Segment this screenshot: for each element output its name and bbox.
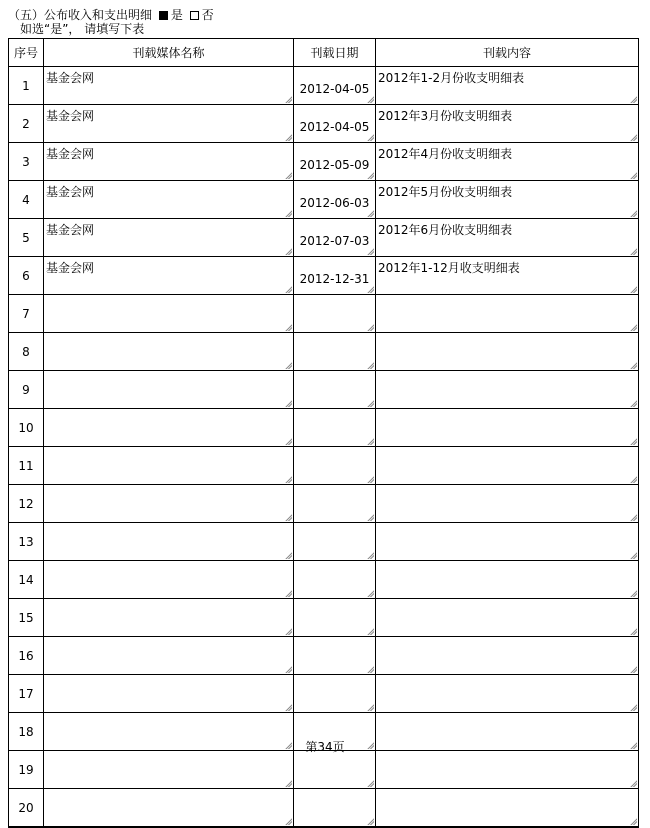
publish-date-field[interactable] xyxy=(294,675,376,713)
media-name-field[interactable] xyxy=(44,751,294,789)
publish-date-field[interactable] xyxy=(294,333,376,371)
table-row xyxy=(9,219,639,257)
resize-grip-icon[interactable] xyxy=(366,437,374,445)
content-field[interactable] xyxy=(376,257,639,295)
resize-grip-icon[interactable] xyxy=(629,247,637,255)
content-field[interactable] xyxy=(376,409,639,447)
publish-date-field[interactable] xyxy=(294,181,376,219)
publish-date-field[interactable] xyxy=(294,295,376,333)
row-number-text: 9 xyxy=(22,382,30,397)
publish-date-field[interactable] xyxy=(294,637,376,675)
col-header-media: 刊载媒体名称 xyxy=(44,39,294,67)
no-checkbox[interactable] xyxy=(190,11,199,20)
resize-grip-icon[interactable] xyxy=(284,437,292,445)
row-number-text: 16 xyxy=(18,648,34,663)
media-name-field-text: 基金会网 xyxy=(46,71,95,85)
page-number: 第34页 xyxy=(305,740,345,754)
content-field[interactable] xyxy=(376,447,639,485)
media-name-field[interactable] xyxy=(44,333,294,371)
media-name-field-text: 基金会网 xyxy=(46,185,95,199)
media-name-field[interactable] xyxy=(44,143,294,181)
yes-label: 是 xyxy=(170,8,183,22)
resize-grip-icon[interactable] xyxy=(629,665,637,673)
publish-date-field-text: 2012-04-05 xyxy=(299,119,370,134)
publish-date-field[interactable] xyxy=(294,523,376,561)
question-text: （五）公布收入和支出明细 xyxy=(8,8,153,22)
row-number xyxy=(9,675,44,713)
row-number-text: 19 xyxy=(18,762,34,777)
section-header xyxy=(8,8,214,36)
media-name-field[interactable] xyxy=(44,295,294,333)
row-number xyxy=(9,105,44,143)
content-field-text: 2012年4月份收支明细表 xyxy=(378,147,513,161)
table-header-row xyxy=(9,39,639,67)
resize-grip-icon[interactable] xyxy=(629,437,637,445)
row-number xyxy=(9,599,44,637)
publish-date-field[interactable] xyxy=(294,751,376,789)
row-number-text: 17 xyxy=(18,686,34,701)
resize-grip-icon[interactable] xyxy=(366,589,374,597)
publish-date-field[interactable] xyxy=(294,485,376,523)
content-field[interactable] xyxy=(376,751,639,789)
resize-grip-icon[interactable] xyxy=(366,171,374,179)
publish-date-field[interactable] xyxy=(294,219,376,257)
table-row xyxy=(9,485,639,523)
resize-grip-icon[interactable] xyxy=(629,209,637,217)
row-number xyxy=(9,789,44,828)
content-field[interactable] xyxy=(376,789,639,828)
resize-grip-icon[interactable] xyxy=(366,817,374,825)
row-number xyxy=(9,257,44,295)
row-number xyxy=(9,333,44,371)
resize-grip-icon[interactable] xyxy=(366,703,374,711)
media-name-field[interactable] xyxy=(44,485,294,523)
col-header-content: 刊载内容 xyxy=(376,39,639,67)
media-name-field[interactable] xyxy=(44,105,294,143)
row-number xyxy=(9,219,44,257)
publish-date-field[interactable] xyxy=(294,105,376,143)
resize-grip-icon[interactable] xyxy=(629,171,637,179)
publish-date-field-text: 2012-05-09 xyxy=(299,157,370,172)
row-number-text: 11 xyxy=(18,458,34,473)
content-field[interactable] xyxy=(376,105,639,143)
media-name-field[interactable] xyxy=(44,561,294,599)
row-number-text: 2 xyxy=(22,116,30,131)
publish-date-field-text: 2012-12-31 xyxy=(299,271,370,286)
table-row xyxy=(9,181,639,219)
resize-grip-icon[interactable] xyxy=(284,133,292,141)
resize-grip-icon[interactable] xyxy=(284,703,292,711)
col-header-no: 序号 xyxy=(9,39,44,67)
content-field-text: 2012年5月份收支明细表 xyxy=(378,185,513,199)
resize-grip-icon[interactable] xyxy=(366,513,374,521)
media-name-field[interactable] xyxy=(44,675,294,713)
table-row xyxy=(9,295,639,333)
publish-date-field-text: 2012-04-05 xyxy=(299,81,370,96)
resize-grip-icon[interactable] xyxy=(284,285,292,293)
resize-grip-icon[interactable] xyxy=(629,399,637,407)
resize-grip-icon[interactable] xyxy=(366,285,374,293)
resize-grip-icon[interactable] xyxy=(284,665,292,673)
publish-date-field[interactable] xyxy=(294,789,376,828)
table-row xyxy=(9,105,639,143)
table-row xyxy=(9,143,639,181)
row-number-text: 14 xyxy=(18,572,34,587)
resize-grip-icon[interactable] xyxy=(284,589,292,597)
media-name-field-text: 基金会网 xyxy=(46,261,95,275)
resize-grip-icon[interactable] xyxy=(284,513,292,521)
table-row xyxy=(9,789,639,828)
resize-grip-icon[interactable] xyxy=(284,95,292,103)
table-row xyxy=(9,561,639,599)
media-name-field[interactable] xyxy=(44,599,294,637)
publish-date-field[interactable] xyxy=(294,599,376,637)
media-name-field[interactable] xyxy=(44,371,294,409)
row-number-text: 6 xyxy=(22,268,30,283)
resize-grip-icon[interactable] xyxy=(366,95,374,103)
publication-table xyxy=(8,38,639,828)
resize-grip-icon[interactable] xyxy=(284,209,292,217)
row-number-text: 18 xyxy=(18,724,34,739)
row-number xyxy=(9,561,44,599)
content-field[interactable] xyxy=(376,675,639,713)
row-number xyxy=(9,371,44,409)
media-name-field-text: 基金会网 xyxy=(46,223,95,237)
resize-grip-icon[interactable] xyxy=(284,323,292,331)
resize-grip-icon[interactable] xyxy=(284,247,292,255)
publish-date-field[interactable] xyxy=(294,447,376,485)
publish-date-field[interactable] xyxy=(294,409,376,447)
content-field[interactable] xyxy=(376,523,639,561)
content-field[interactable] xyxy=(376,181,639,219)
resize-grip-icon[interactable] xyxy=(629,133,637,141)
resize-grip-icon[interactable] xyxy=(629,323,637,331)
table-row xyxy=(9,67,639,105)
row-number xyxy=(9,143,44,181)
publish-date-field[interactable] xyxy=(294,67,376,105)
row-number xyxy=(9,751,44,789)
row-number-text: 10 xyxy=(18,420,34,435)
resize-grip-icon[interactable] xyxy=(366,361,374,369)
table-row xyxy=(9,257,639,295)
resize-grip-icon[interactable] xyxy=(284,551,292,559)
row-number-text: 3 xyxy=(22,154,30,169)
row-number-text: 4 xyxy=(22,192,30,207)
media-name-field[interactable] xyxy=(44,219,294,257)
col-header-date: 刊载日期 xyxy=(294,39,376,67)
row-number-text: 7 xyxy=(22,306,30,321)
media-name-field[interactable] xyxy=(44,67,294,105)
content-field-text: 2012年1-12月收支明细表 xyxy=(378,261,520,275)
publish-date-field[interactable] xyxy=(294,371,376,409)
row-number xyxy=(9,295,44,333)
media-name-field[interactable] xyxy=(44,789,294,828)
resize-grip-icon[interactable] xyxy=(366,247,374,255)
resize-grip-icon[interactable] xyxy=(366,323,374,331)
content-field[interactable] xyxy=(376,371,639,409)
resize-grip-icon[interactable] xyxy=(366,133,374,141)
row-number xyxy=(9,637,44,675)
row-number-text: 15 xyxy=(18,610,34,625)
content-field-text: 2012年3月份收支明细表 xyxy=(378,109,513,123)
content-field-text: 2012年1-2月份收支明细表 xyxy=(378,71,525,85)
publish-date-field[interactable] xyxy=(294,257,376,295)
content-field[interactable] xyxy=(376,599,639,637)
content-field[interactable] xyxy=(376,295,639,333)
content-field-text: 2012年6月份收支明细表 xyxy=(378,223,513,237)
row-number xyxy=(9,181,44,219)
media-name-field[interactable] xyxy=(44,637,294,675)
content-field[interactable] xyxy=(376,219,639,257)
resize-grip-icon[interactable] xyxy=(629,703,637,711)
resize-grip-icon[interactable] xyxy=(284,817,292,825)
row-number xyxy=(9,485,44,523)
resize-grip-icon[interactable] xyxy=(366,551,374,559)
resize-grip-icon[interactable] xyxy=(629,513,637,521)
resize-grip-icon[interactable] xyxy=(629,627,637,635)
table-row xyxy=(9,523,639,561)
media-name-field[interactable] xyxy=(44,181,294,219)
table-row xyxy=(9,447,639,485)
resize-grip-icon[interactable] xyxy=(284,171,292,179)
disclosure-question xyxy=(8,8,214,22)
resize-grip-icon[interactable] xyxy=(366,627,374,635)
content-field[interactable] xyxy=(376,561,639,599)
resize-grip-icon[interactable] xyxy=(284,475,292,483)
publish-date-field[interactable] xyxy=(294,561,376,599)
media-name-field[interactable] xyxy=(44,523,294,561)
publish-date-field-text: 2012-07-03 xyxy=(299,233,370,248)
table-row xyxy=(9,333,639,371)
table-row xyxy=(9,637,639,675)
row-number xyxy=(9,409,44,447)
media-name-field[interactable] xyxy=(44,409,294,447)
resize-grip-icon[interactable] xyxy=(629,817,637,825)
resize-grip-icon[interactable] xyxy=(629,551,637,559)
resize-grip-icon[interactable] xyxy=(629,589,637,597)
resize-grip-icon[interactable] xyxy=(366,779,374,787)
row-number-text: 13 xyxy=(18,534,34,549)
resize-grip-icon[interactable] xyxy=(284,627,292,635)
instruction-text: 如选“是”， 请填写下表 xyxy=(20,22,145,36)
table-row xyxy=(9,751,639,789)
content-field[interactable] xyxy=(376,143,639,181)
row-number xyxy=(9,447,44,485)
resize-grip-icon[interactable] xyxy=(629,285,637,293)
resize-grip-icon[interactable] xyxy=(284,779,292,787)
media-name-field-text: 基金会网 xyxy=(46,109,95,123)
resize-grip-icon[interactable] xyxy=(629,95,637,103)
content-field[interactable] xyxy=(376,485,639,523)
media-name-field[interactable] xyxy=(44,257,294,295)
resize-grip-icon[interactable] xyxy=(629,475,637,483)
row-number-text: 5 xyxy=(22,230,30,245)
content-field[interactable] xyxy=(376,67,639,105)
row-number xyxy=(9,523,44,561)
content-field[interactable] xyxy=(376,637,639,675)
resize-grip-icon[interactable] xyxy=(366,399,374,407)
resize-grip-icon[interactable] xyxy=(629,361,637,369)
publish-date-field[interactable] xyxy=(294,143,376,181)
row-number-text: 20 xyxy=(18,800,34,815)
resize-grip-icon[interactable] xyxy=(284,361,292,369)
row-number xyxy=(9,67,44,105)
row-number-text: 1 xyxy=(22,78,30,93)
table-row xyxy=(9,675,639,713)
no-label: 否 xyxy=(201,8,214,22)
row-number-text: 8 xyxy=(22,344,30,359)
media-name-field-text: 基金会网 xyxy=(46,147,95,161)
resize-grip-icon[interactable] xyxy=(366,209,374,217)
media-name-field[interactable] xyxy=(44,447,294,485)
resize-grip-icon[interactable] xyxy=(366,475,374,483)
table-row xyxy=(9,409,639,447)
content-field[interactable] xyxy=(376,333,639,371)
yes-checkbox[interactable] xyxy=(159,11,168,20)
table-row xyxy=(9,599,639,637)
resize-grip-icon[interactable] xyxy=(366,665,374,673)
table-row xyxy=(9,371,639,409)
resize-grip-icon[interactable] xyxy=(284,399,292,407)
row-number-text: 12 xyxy=(18,496,34,511)
publish-date-field-text: 2012-06-03 xyxy=(299,195,370,210)
resize-grip-icon[interactable] xyxy=(629,779,637,787)
